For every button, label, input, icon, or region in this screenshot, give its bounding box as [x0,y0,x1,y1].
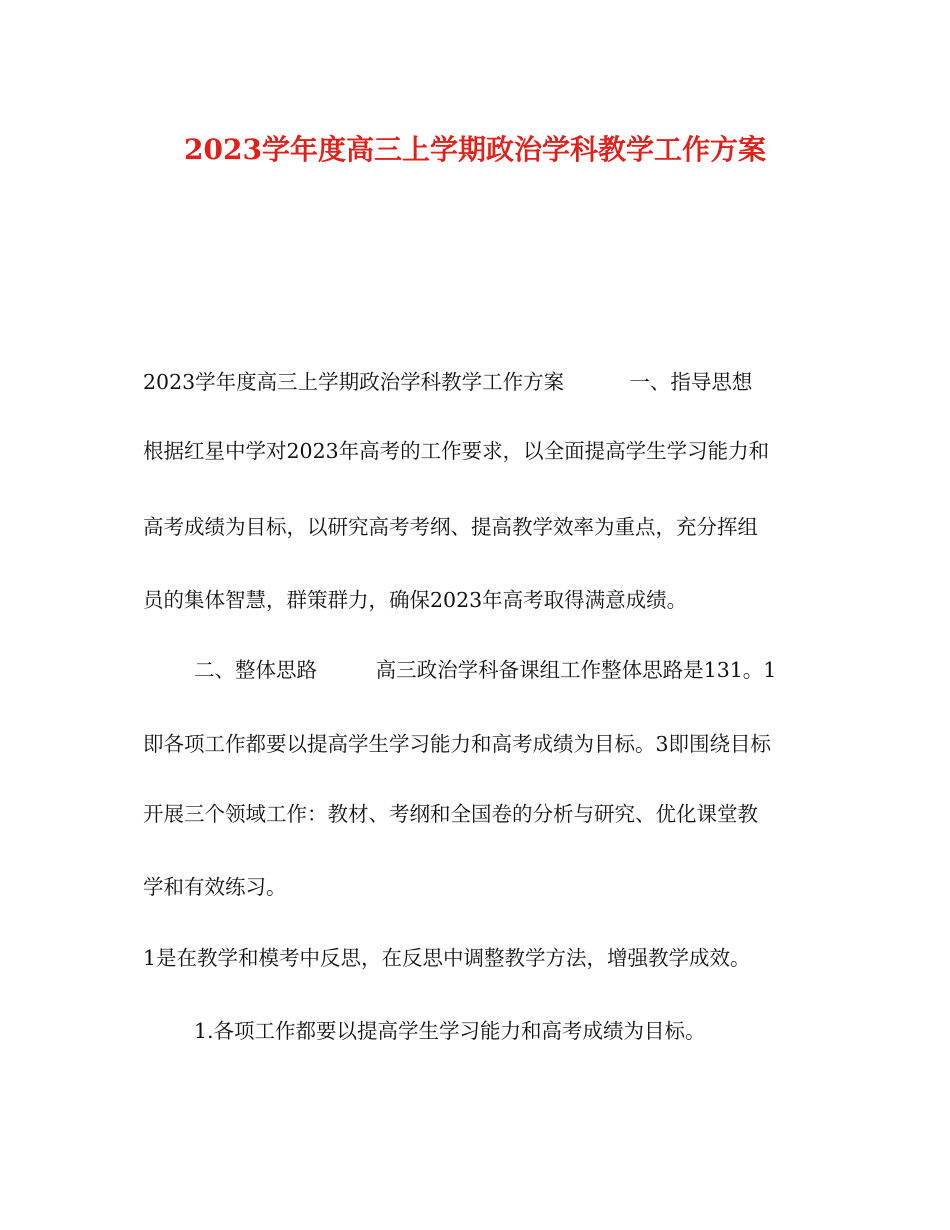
paragraph-line-8: 学和有效练习。 [143,875,287,899]
paragraph-line-5: 二、整体思路 高三政治学科备课组工作整体思路是131。1 [194,658,777,682]
paragraph-line-7: 开展三个领域工作：教材、考纲和全国卷的分析与研究、优化课堂教 [143,802,758,826]
paragraph-line-9: 1是在教学和模考中反思，在反思中调整教学方法，增强教学成效。 [143,946,751,970]
paragraph-line-1: 2023学年度高三上学期政治学科教学工作方案 一、指导思想 [143,370,753,394]
paragraph-line-3: 高考成绩为目标，以研究高考考纲、提高教学效率为重点，充分挥组 [143,515,758,539]
paragraph-line-4: 员的集体智慧，群策群力，确保2023年高考取得满意成绩。 [143,588,688,612]
paragraph-line-6: 即各项工作都要以提高学生学习能力和高考成绩为目标。3即围绕目标 [143,732,772,756]
document-title: 2023学年度高三上学期政治学科教学工作方案 [184,133,766,166]
paragraph-line-10: 1.各项工作都要以提高学生学习能力和高考成绩为目标。 [194,1019,706,1043]
paragraph-line-2: 根据红星中学对2023年高考的工作要求，以全面提高学生学习能力和 [143,439,770,463]
